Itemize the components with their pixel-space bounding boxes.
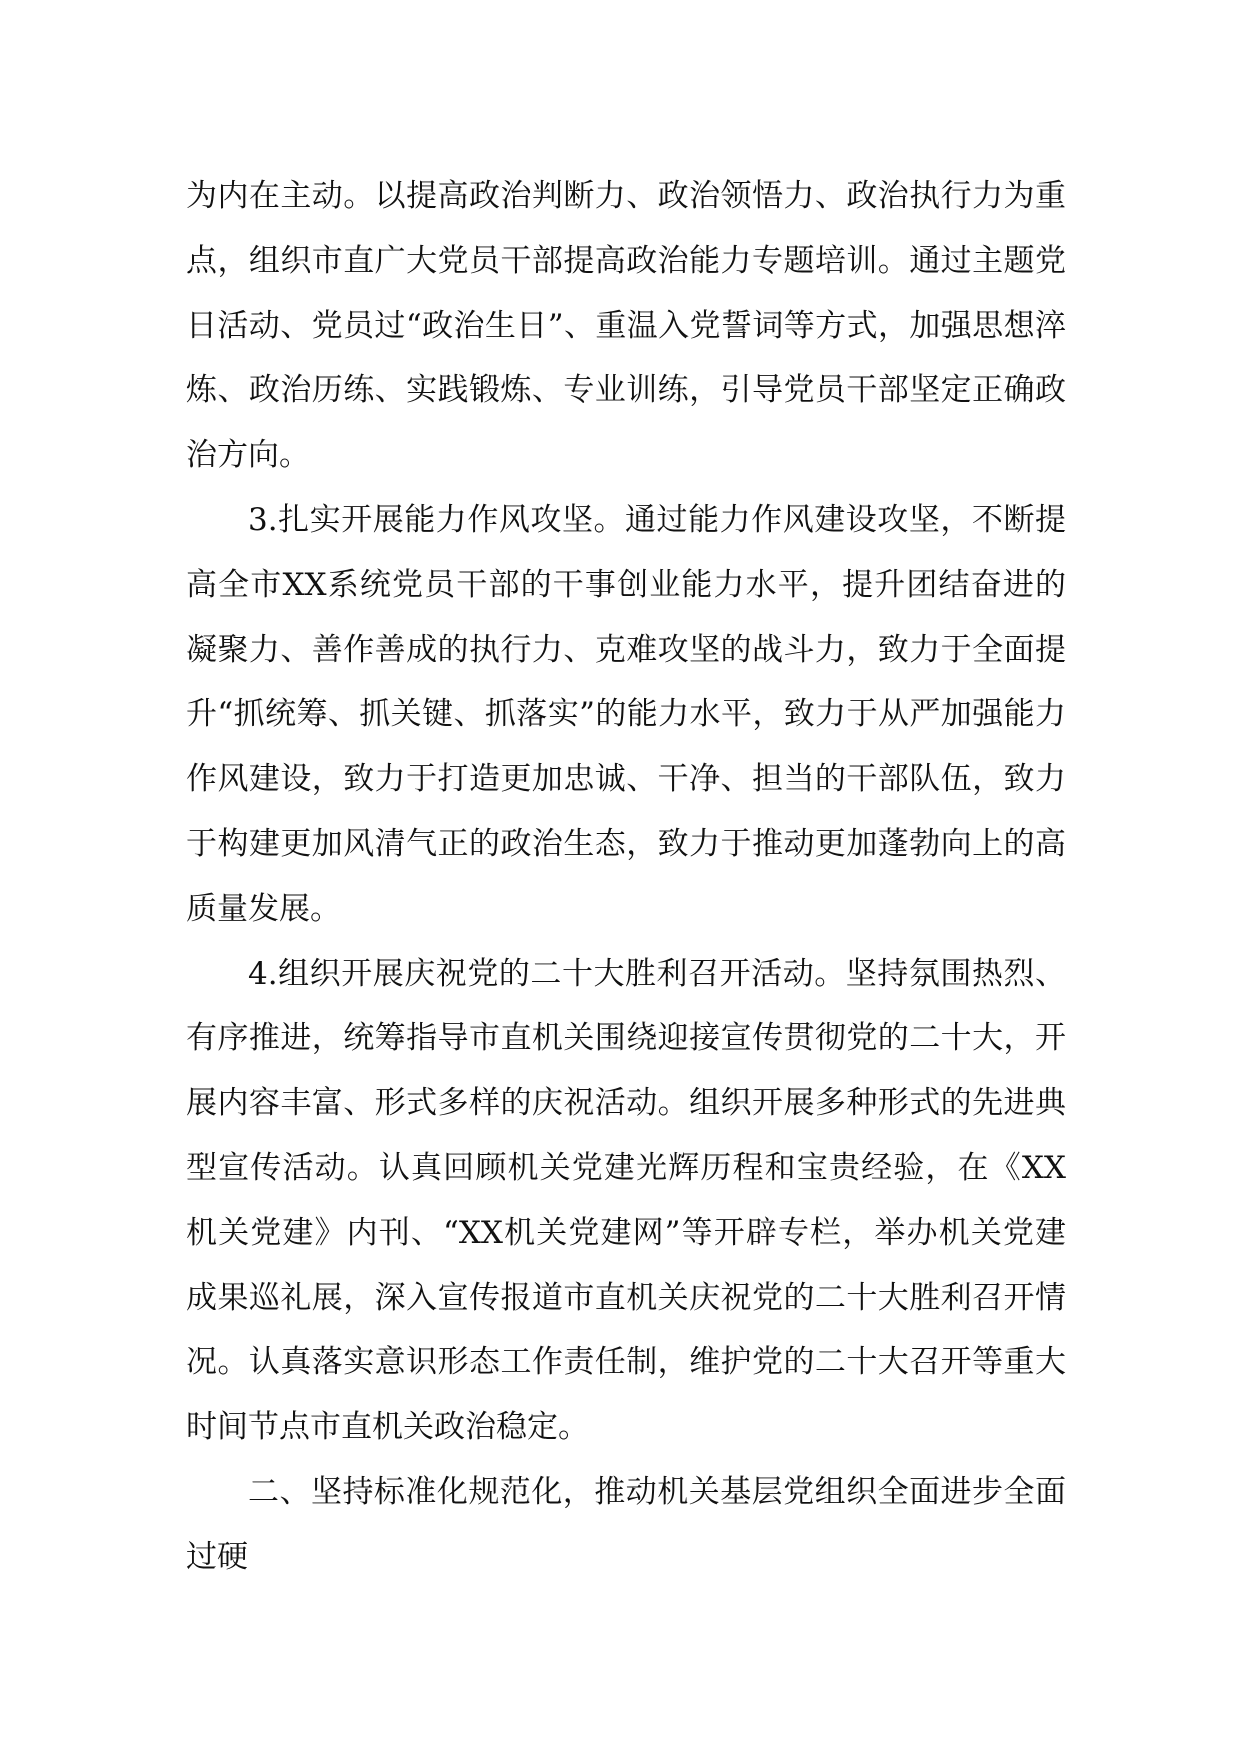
- paragraph-item-4: 4.组织开展庆祝党的二十大胜利召开活动。坚持氛围热烈、有序推进，统筹指导市直机关围绕迎接宣传贯彻党的二十大，开展内容丰富、形式多样的庆祝活动。组织开展多种形式的先进典型宣传活动。认真回顾机关党建光辉历程和宝贵经验，在《XX机关党建》内刊、“XX机关党建网”等开辟专栏，举办机关党建成果巡礼展，深入宣传报道市直机关庆祝党的二十大胜利召开情况。认真落实意识形态工作责任制，维护党的二十大召开等重大时间节点市直机关政治稳定。: [186, 955, 1066, 1446]
- paragraph-item-3: 3.扎实开展能力作风攻坚。通过能力作风建设攻坚，不断提高全市XX系统党员干部的干事创业能力水平，提升团结奋进的凝聚力、善作善成的执行力、克难攻坚的战斗力，致力于全面提升“抓统筹、抓关键、抓落实”的能力水平，致力于从严加强能力作风建设，致力于打造更加忠诚、干净、担当的干部队伍，致力于构建更加风清气正的政治生态，致力于推动更加蓬勃向上的高质量发展。: [186, 501, 1066, 927]
- section-heading-2: 二、坚持标准化规范化，推动机关基层党组织全面进步全面过硬: [186, 1473, 1066, 1575]
- paragraph-continuation: 为内在主动。以提高政治判断力、政治领悟力、政治执行力为重点，组织市直广大党员干部提高政治能力专题培训。通过主题党日活动、党员过“政治生日”、重温入党誓词等方式，加强思想淬炼、政治历练、实践锻炼、专业训练，引导党员干部坚定正确政治方向。: [186, 178, 1066, 474]
- body-text: [186, 164, 1066, 1590]
